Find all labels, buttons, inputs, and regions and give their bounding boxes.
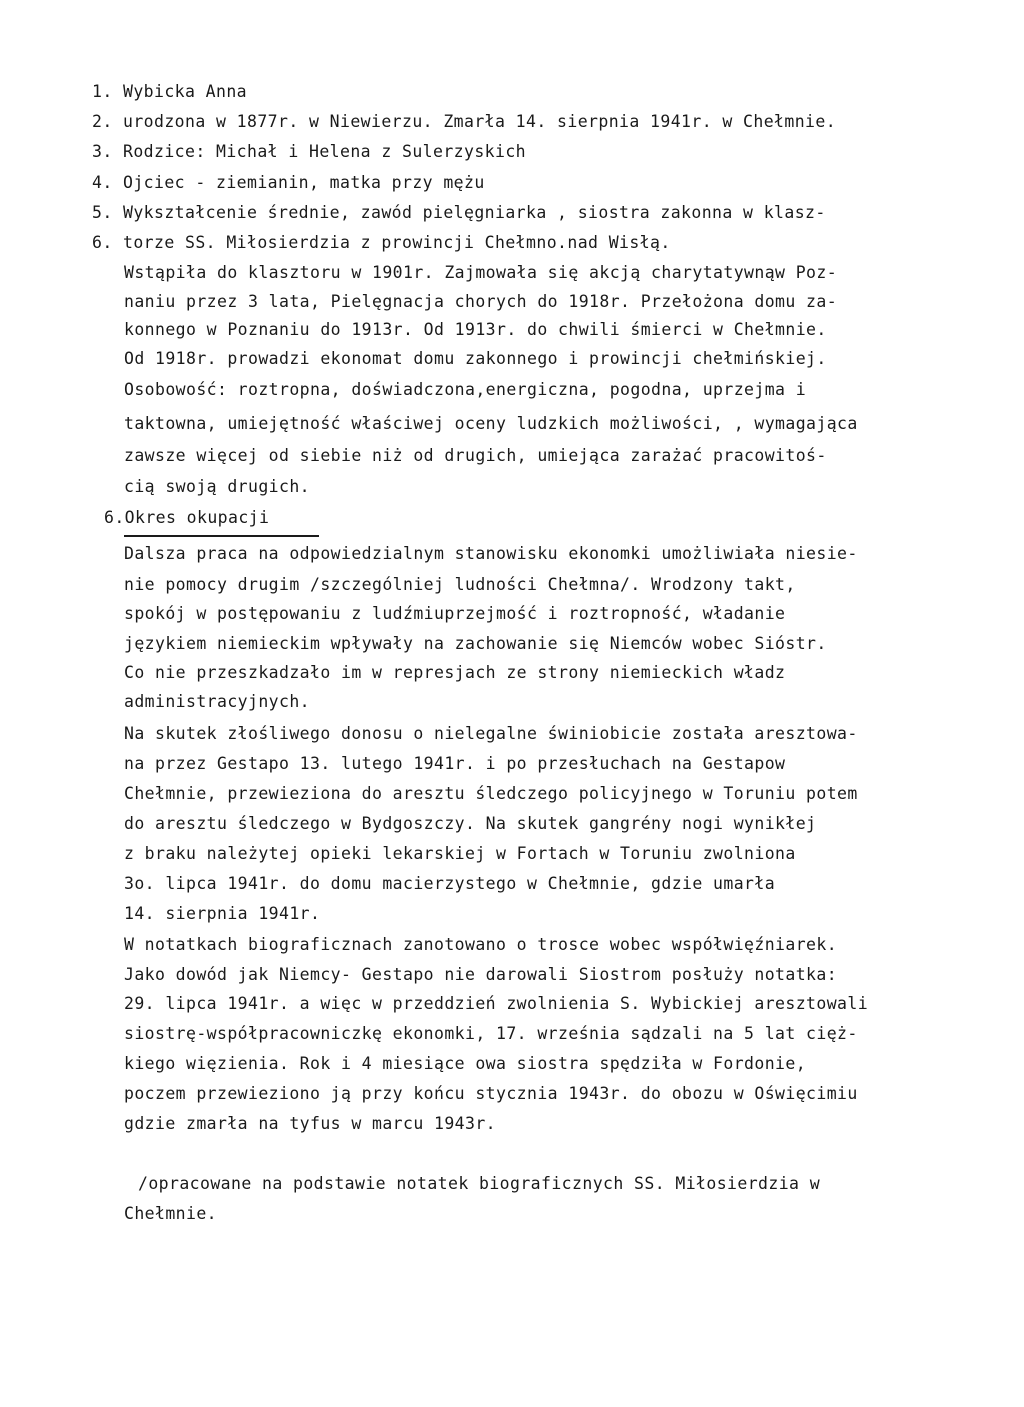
source-note: /opracowane na podstawie notatek biograficznych SS. Miłosierdzia w [138,1174,821,1193]
text-line: naniu przez 3 lata, Pielęgnacja chorych do 1918r. Przełożona domu za- [124,292,838,311]
text-line: Co nie przeszkadzało im w represjach ze strony niemieckich władz [124,663,786,682]
text-line: Chełmnie, przewieziona do aresztu śledczego policyjnego w Toruniu potem [124,784,858,803]
text-line: do aresztu śledczego w Bydgoszczy. Na skutek gangrény nogi wynikłej [124,814,817,833]
text-line: 3. Rodzice: Michał i Helena z Sulerzyskich [92,142,527,161]
text-line: Jako dowód jak Niemcy- Gestapo nie darowali Siostrom posłuży notatka: [124,965,838,984]
text-line: Na skutek złośliwego donosu o nielegalne świniobicie została aresztowa- [124,724,858,743]
text-line: nie pomocy drugim /szczególniej ludności Chełmna/. Wrodzony takt, [124,575,796,594]
text-line: gdzie zmarła na tyfus w marcu 1943r. [124,1114,497,1133]
text-line: administracyjnych. [124,692,311,711]
text-line: 29. lipca 1941r. a więc w przeddzień zwolnienia S. Wybickiej aresztowali [124,994,869,1013]
text-line: cią swoją drugich. [124,477,311,496]
text-line: zawsze więcej od siebie niż od drugich, umiejąca zarażać pracowitoś- [124,446,827,465]
text-line: 4. Ojciec - ziemianin, matka przy mężu [92,173,485,192]
text-line: 3o. lipca 1941r. do domu macierzystego w Chełmnie, gdzie umarła [124,874,776,893]
text-line: 1. Wybicka Anna [92,82,248,101]
text-line: 2. urodzona w 1877r. w Niewierzu. Zmarła 14. sierpnia 1941r. w Chełmnie. [92,112,837,131]
text-line: na przez Gestapo 13. lutego 1941r. i po przesłuchach na Gestapow [124,754,786,773]
text-line: 5. Wykształcenie średnie, zawód pielęgniarka , siostra zakonna w klasz- [92,203,826,222]
text-line: kiego więzienia. Rok i 4 miesiące owa siostra spędziła w Fordonie, [124,1054,807,1073]
text-line: z braku należytej opieki lekarskiej w Fortach w Toruniu zwolniona [124,844,796,863]
section-heading: 6.Okres okupacji [104,508,270,527]
text-line: taktowna, umiejętność właściwej oceny ludzkich możliwości, , wymagająca [124,414,858,433]
heading-underline [124,535,319,537]
text-line: spokój w postępowaniu z ludźmiuprzejmość i roztropność, władanie [124,604,786,623]
text-line: językiem niemieckim wpływały na zachowanie się Niemców wobec Sióstr. [124,634,827,653]
text-line: konnego w Poznaniu do 1913r. Od 1913r. do chwili śmierci w Chełmnie. [124,320,827,339]
text-line: siostrę-współpracowniczkę ekonomki, 17. września sądzali na 5 lat cięż- [124,1024,858,1043]
text-line: W notatkach biograficznach zanotowano o trosce wobec współwięźniarek. [124,935,838,954]
text-line: 6. torze SS. Miłosierdzia z prowincji Chełmno.nad Wisłą. [92,233,671,252]
text-line: Wstąpiła do klasztoru w 1901r. Zajmowała się akcją charytatywnąw Poz- [124,263,838,282]
source-note: Chełmnie. [124,1204,218,1223]
text-line: Od 1918r. prowadzi ekonomat domu zakonnego i prowincji chełmińskiej. [124,349,827,368]
text-line: Dalsza praca na odpowiedzialnym stanowisku ekonomki umożliwiała niesie- [124,544,858,563]
text-line: poczem przewieziono ją przy końcu stycznia 1943r. do obozu w Oświęcimiu [124,1084,858,1103]
text-line: 14. sierpnia 1941r. [124,904,321,923]
text-line: Osobowość: roztropna, doświadczona,energiczna, pogodna, uprzejma i [124,380,807,399]
